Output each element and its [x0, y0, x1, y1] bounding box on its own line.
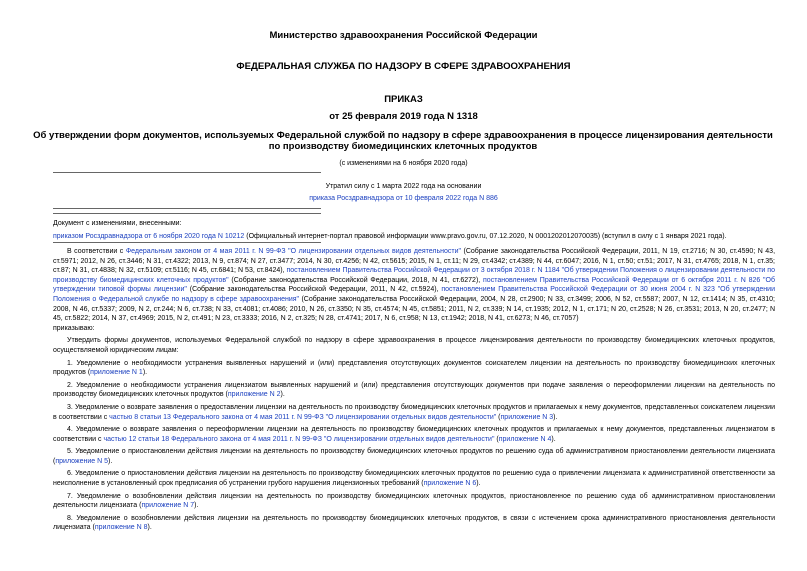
divider: [53, 213, 321, 214]
preamble-paragraph: В соответствии с Федеральным законом от 4 мая 2011 г. N 99-ФЗ "О лицензировании отдельных видов деятельности" (Собрание законодательства Российской Федерации, 2011, N 19, ст.2716; N 30, ст.4590; N 43, ст.5971; 2012, N 26, ст.3446; N 31, ст.4322; 2013, N 9, ст.874; N 27, ст.3477; 2014, N 30, ст.4256; N 42, ст.5615; 2015, N 1, ст.11; N 29, ст.4342; ст.4389; N 44, ст.6047; 2016, N 1, ст.50; ст.51; 2017, N 31, ст.4765; 2018, N 1, ст.35; ст.87; N 31, ст.4838; N 32, ст.5109; ст.5116; N 45, ст.6841; N 53, ст.8424), постановлением Правительства Российской Федерации от 3 октября 2018 г. N 1184 "Об утверждении Положения о лицензировании деятельности по производству биомедицинских клеточных продуктов" (Собрание законодательства Российской Федерации, 2018, N 41, ст.6272), постановлением Правительства Российской Федерации от 6 октября 2011 г. N 826 "Об утверждении типовой формы лицензии" (Собрание законодательства Российской Федерации, 2011, N 42, ст.5924), постановлением Правительства Российской Федерации от 30 июня 2004 г. N 323 "Об утверждении Положения о Федеральной службе по надзору в сфере здравоохранения" (Собрание законодательства Российской Федерации, 2004, N 28, ст.2900; N 33, ст.3499; 2006, N 52, ст.5587; 2007, N 12, ст.1414; N 35, ст.4310; 2008, N 46, ст.5337; 2009, N 2, ст.244; N 6, ст.738; N 33, ст.4081; ст.4086; 2010, N 26, ст.3350; N 35, ст.4574; N 45, ст.5851; 2011, N 2, ст.339; N 14, ст.1935; 2012, N 1, ст.171; N 20, ст.2528; N 26, ст.3531; 2013, N 20, ст.2477; N 45, ст.5822; 2014, N 37, ст.4969; 2015, N 2, ст.491; N 23, ст.3333; 2016, N 2, ст.325; N 28, ст.4741; 2017, N 6, ст.958; N 13, ст.1942; 2018, N 41, ст.6273; N 46, ст.7057): [53, 248, 776, 323]
list-item: 5. Уведомление о приостановлении действия лицензии на деятельность по производству биомедицинских клеточных продуктов по решению суда об административном приостановлении деятельности лицензиата (приложение N 5).: [53, 448, 775, 465]
amendment-source: (Официальный интернет-портал правовой информации www.pravo.gov.ru, 07.12.2020, N 0001202012070035) (вступил в силу с 1 января 2021 года).: [244, 233, 727, 240]
appendix-link[interactable]: приложение N 2: [227, 391, 281, 399]
decree-1184-link[interactable]: постановлением Правительства Российской Федерации от 3 октября 2018 г. N 1184 "Об утверждении Положения о лицензировании деятельности по производству биомедицинских клеточных продуктов": [53, 267, 775, 284]
list-item: 8. Уведомление о возобновлении действия лицензии на деятельность по производству биомедицинских клеточных продуктов, в связи с истечением срока административного приостановления деятельности лицензиата (приложение N 8).: [53, 514, 775, 532]
order-word: приказываю:: [53, 324, 95, 332]
appendix-link[interactable]: приложение N 5: [55, 457, 108, 465]
changes-note: (с изменениями на 6 ноября 2020 года): [339, 160, 468, 167]
service-heading: ФЕДЕРАЛЬНАЯ СЛУЖБА ПО НАДЗОРУ В СФЕРЕ ЗДРАВООХРАНЕНИЯ: [236, 61, 571, 72]
law-article-link[interactable]: частью 8 статьи 13 Федерального закона от 4 мая 2011 г. N 99-ФЗ "О лицензировании отдельных видов деятельности": [109, 413, 497, 421]
approve-paragraph: Утвердить формы документов, используемых Федеральной службой по надзору в сфере здравоохранения в процессе лицензирования деятельности по производству биомедицинских клеточных продуктов, осуществляемой юридическим лицам:: [53, 337, 775, 354]
list-item: 7. Уведомление о возобновлении действия лицензии на деятельность по производству биомедицинских клеточных продуктов, приостановленное по решению суда об административном приостановлении деятельности лицензиата (приложение N 7).: [53, 492, 775, 510]
federal-law-link[interactable]: Федеральным законом от 4 мая 2011 г. N 99-ФЗ "О лицензировании отдельных видов деятельности": [125, 248, 462, 255]
amendment-order-link[interactable]: приказом Росздравнадзора от 6 ноября 2020 года N 10212: [53, 233, 245, 240]
appendix-link[interactable]: приложение N 7: [141, 502, 195, 510]
appendix-link[interactable]: приложение N 1: [90, 369, 143, 377]
document-body: [53, 247, 775, 536]
appendix-link[interactable]: приложение N 8: [94, 524, 148, 532]
list-item: 4. Уведомление о возврате заявления о переоформлении лицензии на деятельность по производству биомедицинских клеточных продуктов и прилагаемых к нему документов, представленных лицензиатом в соответствии с частью 12 статьи 18 Федерального закона от 4 мая 2011 г. N 99-ФЗ "О лицензировании отдельных видов деятельности" (приложение N 4).: [53, 426, 775, 443]
items-list: [53, 359, 775, 537]
decree-323-link[interactable]: постановлением Правительства Российской Федерации от 30 июня 2004 г. N 323 "Об утверждении Положения о Федеральной службе по надзору в сфере здравоохранения": [53, 286, 775, 303]
appendix-link[interactable]: приложение N 4: [498, 435, 552, 443]
list-item: 6. Уведомление о приостановлении действия лицензии на деятельность по производству биомедицинских клеточных продуктов по решению суда о привлечении лицензиата к административной ответственности за неисполнение в установленный срок предписания об устранении грубого нарушения лицензионных требований (приложение N 6).: [53, 470, 775, 488]
divider: [53, 208, 321, 209]
list-item: 3. Уведомление о возврате заявления о предоставлении лицензии на деятельность по производству биомедицинских клеточных продуктов и прилагаемых к нему документов, представленных соискателем лицензии в соответствии с частью 8 статьи 13 Федерального закона от 4 мая 2011 г. N 99-ФЗ "О лицензировании отдельных видов деятельности" (приложение N 3).: [53, 403, 775, 421]
document-title: Об утверждении форм документов, используемых Федеральной службой по надзору в сфере здравоохранения в процессе лицензирования деятельности по производству биомедицинских клеточных продуктов: [33, 130, 773, 152]
appendix-link[interactable]: приложение N 6: [423, 480, 477, 488]
law-article-link[interactable]: частью 12 статьи 18 Федерального закона от 4 мая 2011 г. N 99-ФЗ "О лицензировании отдельных видов деятельности": [103, 435, 495, 443]
lost-force-text: Утратил силу с 1 марта 2022 года на основании: [325, 183, 482, 190]
date-number-heading: от 25 февраля 2019 года N 1318: [329, 111, 478, 122]
amendments-label: Документ с изменениями, внесенными:: [53, 220, 182, 227]
divider: [53, 172, 321, 173]
lost-force-link[interactable]: приказа Росздравнадзора от 10 февраля 2022 года N 886: [309, 195, 498, 202]
list-item: 1. Уведомление о необходимости устранения выявленных нарушений и (или) представления отсутствующих документов соискателем лицензии на деятельность по производству биомедицинских клеточных продуктов (приложение N 1).: [53, 359, 775, 377]
divider: [53, 242, 321, 243]
list-item: 2. Уведомление о необходимости устранения лицензиатом выявленных нарушений и (или) представления отсутствующих документов при подаче заявления о переоформлении лицензии на деятельность по производству биомедицинских клеточных продуктов (приложение N 2).: [53, 381, 775, 399]
ministry-heading: Министерство здравоохранения Российской Федерации: [269, 30, 538, 41]
appendix-link[interactable]: приложение N 3: [500, 413, 554, 421]
amendments-line: [53, 233, 727, 240]
doc-type-heading: ПРИКАЗ: [384, 94, 423, 105]
decree-826-link[interactable]: постановлением Правительства Российской Федерации от 6 октября 2011 г. N 826 "Об утверждении типовой формы лицензии": [53, 276, 775, 294]
